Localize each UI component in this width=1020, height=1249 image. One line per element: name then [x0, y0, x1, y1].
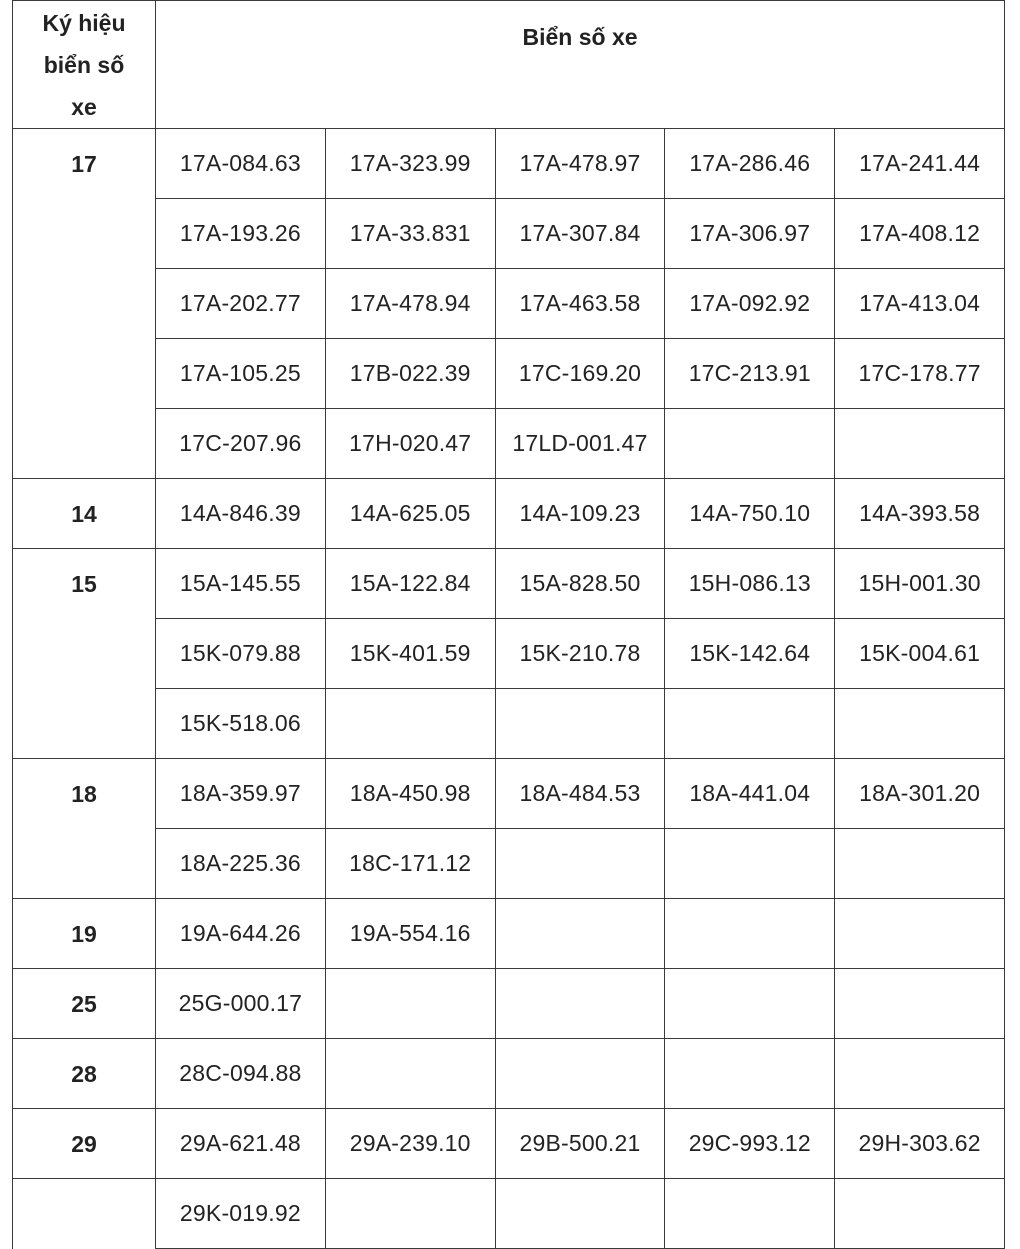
table-row	[13, 689, 1005, 759]
plate-number-cell: 17A-307.84	[495, 199, 665, 269]
plate-number-cell: 15A-145.55	[156, 549, 326, 619]
plate-number-cell: 17C-207.96	[156, 409, 326, 479]
plate-number-cell: 17LD-001.47	[495, 409, 665, 479]
plate-number-cell: 17A-241.44	[835, 129, 1005, 199]
plate-number-cell	[325, 689, 495, 759]
plate-number-cell	[325, 1039, 495, 1109]
plate-code-cell: 18	[13, 759, 156, 899]
plate-number-cell: 14A-625.05	[325, 479, 495, 549]
header-code-column: Ký hiệu biển số xe	[13, 1, 156, 129]
plate-number-cell: 17A-478.97	[495, 129, 665, 199]
plate-number-cell	[495, 829, 665, 899]
table-row	[13, 1039, 1005, 1109]
plate-code-cell: 15	[13, 549, 156, 759]
plate-number-cell	[495, 689, 665, 759]
plate-number-cell: 17A-33.831	[325, 199, 495, 269]
table-row	[13, 1179, 1005, 1249]
plate-number-cell	[665, 1179, 835, 1249]
plate-number-cell	[325, 969, 495, 1039]
plate-number-cell: 18A-484.53	[495, 759, 665, 829]
plate-number-cell	[835, 899, 1005, 969]
table-row	[13, 339, 1005, 409]
table-row	[13, 1109, 1005, 1179]
plate-number-cell: 15K-210.78	[495, 619, 665, 689]
plate-number-cell: 17H-020.47	[325, 409, 495, 479]
plate-number-cell: 17A-286.46	[665, 129, 835, 199]
plate-number-cell: 19A-644.26	[156, 899, 326, 969]
table-row	[13, 549, 1005, 619]
plate-number-cell: 17A-413.04	[835, 269, 1005, 339]
table-row	[13, 199, 1005, 269]
plate-number-cell	[665, 409, 835, 479]
plate-number-cell	[665, 899, 835, 969]
plate-number-cell: 18A-441.04	[665, 759, 835, 829]
plate-number-cell: 15A-828.50	[495, 549, 665, 619]
plate-number-cell: 15K-079.88	[156, 619, 326, 689]
table-row	[13, 129, 1005, 199]
plate-number-cell	[835, 829, 1005, 899]
plate-number-cell: 17C-178.77	[835, 339, 1005, 409]
plate-code-cell: 19	[13, 899, 156, 969]
plate-number-cell	[665, 829, 835, 899]
plate-number-cell	[325, 1179, 495, 1249]
table-row	[13, 899, 1005, 969]
plate-number-cell: 17A-084.63	[156, 129, 326, 199]
plate-number-cell: 29A-239.10	[325, 1109, 495, 1179]
plate-number-cell: 17A-408.12	[835, 199, 1005, 269]
plate-number-cell: 19A-554.16	[325, 899, 495, 969]
plate-number-cell: 15K-142.64	[665, 619, 835, 689]
plate-number-cell	[835, 689, 1005, 759]
plate-number-cell: 15K-004.61	[835, 619, 1005, 689]
plate-code-cell: 14	[13, 479, 156, 549]
plate-number-cell	[495, 1179, 665, 1249]
plate-number-cell: 15H-086.13	[665, 549, 835, 619]
plate-number-cell	[665, 1039, 835, 1109]
plate-number-cell: 29C-993.12	[665, 1109, 835, 1179]
plate-number-cell: 29K-019.92	[156, 1179, 326, 1249]
plate-number-cell: 17B-022.39	[325, 339, 495, 409]
plate-number-cell	[495, 1039, 665, 1109]
plate-number-cell: 15K-518.06	[156, 689, 326, 759]
license-plate-table	[12, 0, 1005, 1249]
plate-number-cell: 15H-001.30	[835, 549, 1005, 619]
plate-number-cell: 17A-323.99	[325, 129, 495, 199]
table-row	[13, 969, 1005, 1039]
plate-code-cell: 29	[13, 1109, 156, 1179]
plate-number-cell: 14A-750.10	[665, 479, 835, 549]
table-header-row	[13, 1, 1005, 129]
plate-code-cell	[13, 1179, 156, 1249]
plate-number-cell: 18A-225.36	[156, 829, 326, 899]
plate-number-cell: 18A-359.97	[156, 759, 326, 829]
plate-number-cell: 15K-401.59	[325, 619, 495, 689]
plate-number-cell	[665, 689, 835, 759]
plate-number-cell: 17A-193.26	[156, 199, 326, 269]
plate-number-cell: 29A-621.48	[156, 1109, 326, 1179]
plate-number-cell: 17C-213.91	[665, 339, 835, 409]
plate-number-cell: 18A-301.20	[835, 759, 1005, 829]
plate-number-cell: 14A-846.39	[156, 479, 326, 549]
plate-number-cell	[835, 1179, 1005, 1249]
plate-number-cell: 15A-122.84	[325, 549, 495, 619]
plate-number-cell	[495, 969, 665, 1039]
table-row	[13, 479, 1005, 549]
plate-number-cell	[835, 969, 1005, 1039]
plate-code-cell: 17	[13, 129, 156, 479]
plate-number-cell: 17A-463.58	[495, 269, 665, 339]
plate-number-cell: 29B-500.21	[495, 1109, 665, 1179]
plate-number-cell: 17A-092.92	[665, 269, 835, 339]
table-row	[13, 829, 1005, 899]
table-row	[13, 269, 1005, 339]
plate-number-cell: 17A-105.25	[156, 339, 326, 409]
plate-code-cell: 25	[13, 969, 156, 1039]
table-body	[13, 129, 1005, 1249]
plate-number-cell: 28C-094.88	[156, 1039, 326, 1109]
plate-number-cell: 29H-303.62	[835, 1109, 1005, 1179]
plate-number-cell	[835, 409, 1005, 479]
plate-number-cell: 17A-306.97	[665, 199, 835, 269]
table-row	[13, 619, 1005, 689]
plate-code-cell: 28	[13, 1039, 156, 1109]
table-row	[13, 409, 1005, 479]
plate-number-cell: 25G-000.17	[156, 969, 326, 1039]
plate-number-cell: 18A-450.98	[325, 759, 495, 829]
plate-number-cell: 17A-478.94	[325, 269, 495, 339]
header-plates-column: Biển số xe	[156, 1, 1005, 129]
plate-number-cell: 14A-393.58	[835, 479, 1005, 549]
plate-number-cell: 18C-171.12	[325, 829, 495, 899]
table-row	[13, 759, 1005, 829]
plate-number-cell	[835, 1039, 1005, 1109]
plate-number-cell: 14A-109.23	[495, 479, 665, 549]
plate-number-cell: 17C-169.20	[495, 339, 665, 409]
plate-number-cell	[495, 899, 665, 969]
plate-number-cell	[665, 969, 835, 1039]
plate-number-cell: 17A-202.77	[156, 269, 326, 339]
